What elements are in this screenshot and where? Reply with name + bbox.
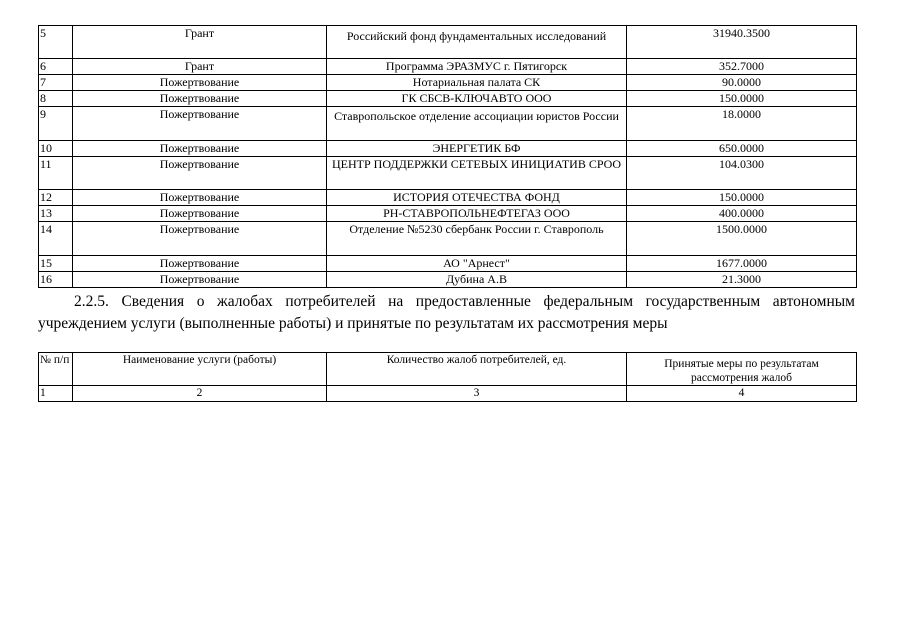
row-number: 10 xyxy=(39,141,73,157)
funding-source: ИСТОРИЯ ОТЕЧЕСТВА ФОНД xyxy=(327,190,627,206)
funding-type: Пожертвование xyxy=(73,141,327,157)
funding-source: ЭНЕРГЕТИК БФ xyxy=(327,141,627,157)
funding-type: Пожертвование xyxy=(73,206,327,222)
column-header: Принятые меры по результатам рассмотрения жалоб xyxy=(627,353,857,386)
funding-amount: 400.0000 xyxy=(627,206,857,222)
row-number: 6 xyxy=(39,59,73,75)
table-row xyxy=(39,190,857,206)
funding-type: Пожертвование xyxy=(73,107,327,141)
column-header: Наименование услуги (работы) xyxy=(73,353,327,386)
table-row xyxy=(39,26,857,59)
table-row xyxy=(39,206,857,222)
funding-amount: 352.7000 xyxy=(627,59,857,75)
funding-type: Пожертвование xyxy=(73,75,327,91)
table-row xyxy=(39,222,857,256)
row-number: 9 xyxy=(39,107,73,141)
section-2-2-5 xyxy=(38,291,855,335)
column-header: № п/п xyxy=(39,353,73,386)
funding-sources-table xyxy=(38,25,857,288)
table-row xyxy=(39,256,857,272)
funding-source: Программа ЭРАЗМУС г. Пятигорск xyxy=(327,59,627,75)
row-number: 12 xyxy=(39,190,73,206)
funding-source: Ставропольское отделение ассоциации юристов России xyxy=(327,107,627,141)
funding-source: АО "Арнест" xyxy=(327,256,627,272)
table-row xyxy=(39,107,857,141)
row-number: 13 xyxy=(39,206,73,222)
row-number: 5 xyxy=(39,26,73,59)
row-number: 8 xyxy=(39,91,73,107)
table-row xyxy=(39,157,857,190)
column-index: 1 xyxy=(39,386,73,402)
funding-source: Нотариальная палата СК xyxy=(327,75,627,91)
funding-source: Отделение №5230 сбербанк России г. Ставрополь xyxy=(327,222,627,256)
section-text: 2.2.5. Сведения о жалобах потребителей на предоставленные федеральным государственным автономным учреждением услуги (выполненные работы) и принятые по результатам их рассмотрения меры xyxy=(38,293,855,332)
funding-type: Грант xyxy=(73,26,327,59)
funding-type: Грант xyxy=(73,59,327,75)
funding-type: Пожертвование xyxy=(73,190,327,206)
column-index: 3 xyxy=(327,386,627,402)
funding-amount: 21.3000 xyxy=(627,272,857,288)
table-header-row xyxy=(39,353,857,386)
column-index: 4 xyxy=(627,386,857,402)
funding-type: Пожертвование xyxy=(73,272,327,288)
funding-amount: 1500.0000 xyxy=(627,222,857,256)
funding-amount: 104.0300 xyxy=(627,157,857,190)
funding-source: РН-СТАВРОПОЛЬНЕФТЕГАЗ ООО xyxy=(327,206,627,222)
funding-type: Пожертвование xyxy=(73,157,327,190)
table-row xyxy=(39,75,857,91)
column-index: 2 xyxy=(73,386,327,402)
complaints-table xyxy=(38,352,857,402)
row-number: 11 xyxy=(39,157,73,190)
funding-source: ГК СБСВ-КЛЮЧАВТО ООО xyxy=(327,91,627,107)
funding-source: Российский фонд фундаментальных исследований xyxy=(327,26,627,59)
funding-type: Пожертвование xyxy=(73,222,327,256)
table-index-row xyxy=(39,386,857,402)
funding-amount: 650.0000 xyxy=(627,141,857,157)
funding-amount: 1677.0000 xyxy=(627,256,857,272)
funding-amount: 18.0000 xyxy=(627,107,857,141)
table-row xyxy=(39,141,857,157)
funding-type: Пожертвование xyxy=(73,256,327,272)
row-number: 15 xyxy=(39,256,73,272)
row-number: 16 xyxy=(39,272,73,288)
funding-source: ЦЕНТР ПОДДЕРЖКИ СЕТЕВЫХ ИНИЦИАТИВ СРОО xyxy=(327,157,627,190)
table-row xyxy=(39,59,857,75)
table-row xyxy=(39,272,857,288)
funding-source: Дубина А.В xyxy=(327,272,627,288)
row-number: 14 xyxy=(39,222,73,256)
funding-amount: 150.0000 xyxy=(627,91,857,107)
column-header: Количество жалоб потребителей, ед. xyxy=(327,353,627,386)
funding-amount: 31940.3500 xyxy=(627,26,857,59)
funding-amount: 90.0000 xyxy=(627,75,857,91)
funding-type: Пожертвование xyxy=(73,91,327,107)
funding-amount: 150.0000 xyxy=(627,190,857,206)
table-row xyxy=(39,91,857,107)
row-number: 7 xyxy=(39,75,73,91)
